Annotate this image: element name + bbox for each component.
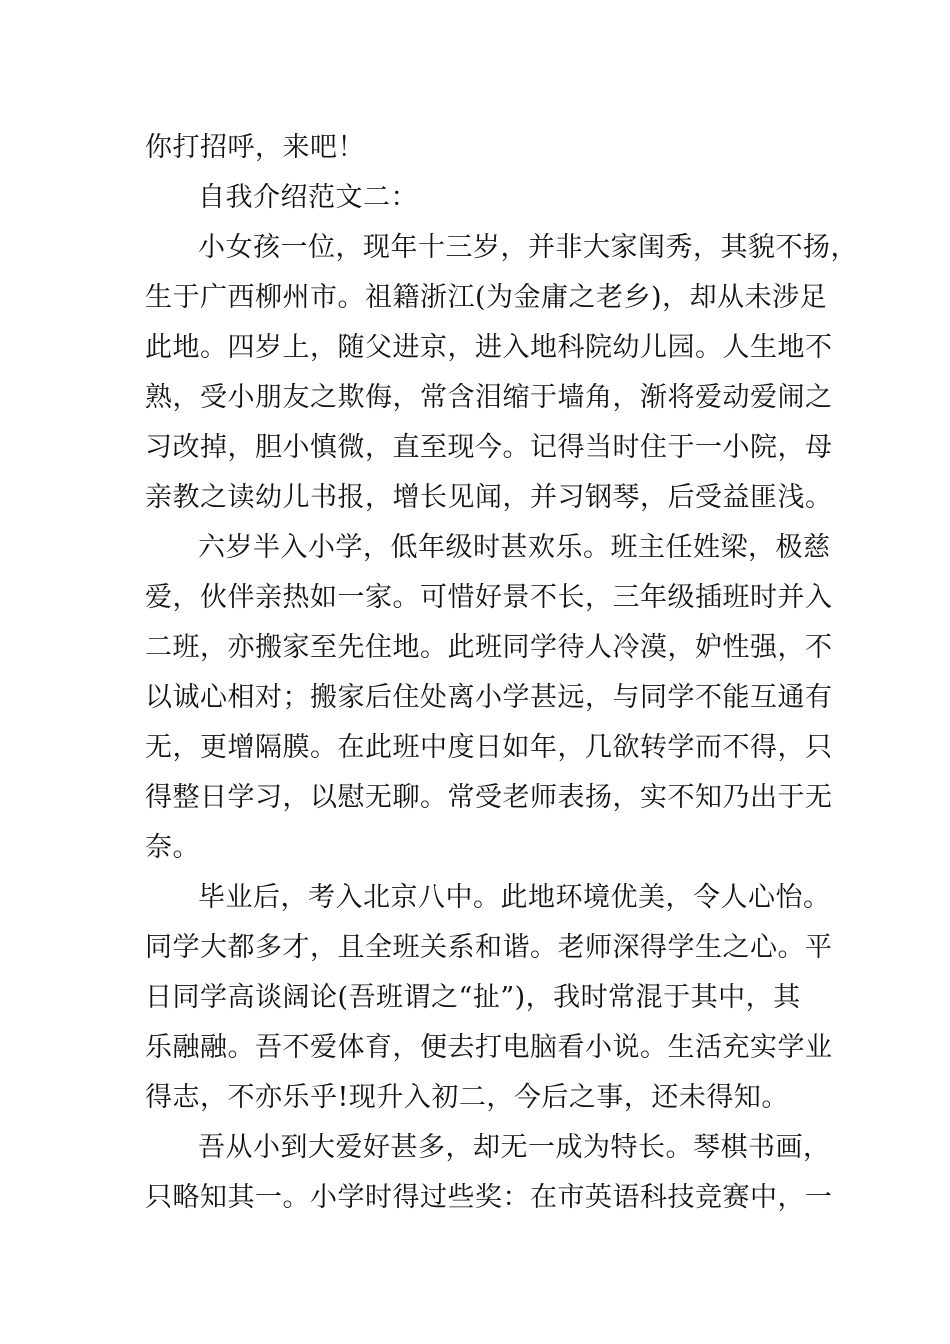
text-line: 得志，不亦乐乎!现升入初二，今后之事，还未得知。 — [145, 1082, 789, 1113]
text-line: 亲教之读幼儿书报，增长见闻，并习钢琴，后受益匪浅。 — [145, 482, 833, 513]
text-line: 二班，亦搬家至先住地。此班同学待人冷漠，妒性强，不 — [145, 632, 833, 663]
text-line: 日同学高谈阔论(吾班谓之“扯”)，我时常混于其中，其 — [145, 982, 801, 1013]
text-line: 你打招呼，来吧！ — [145, 132, 365, 163]
text-line: 吾从小到大爱好甚多，却无一成为特长。琴棋书画， — [198, 1132, 831, 1163]
text-line: 乐融融。吾不爱体育，便去打电脑看小说。生活充实学业 — [145, 1032, 833, 1063]
text-line: 爱，伙伴亲热如一家。可惜好景不长，三年级插班时并入 — [145, 582, 833, 613]
text-line: 熟，受小朋友之欺侮，常含泪缩于墙角，渐将爱动爱闹之 — [145, 382, 833, 413]
text-line: 小女孩一位，现年十三岁，并非大家闺秀，其貌不扬， — [198, 232, 858, 263]
text-line: 习改掉，胆小慎微，直至现今。记得当时住于一小院，母 — [145, 432, 833, 463]
section-heading: 自我介绍范文二： — [198, 182, 418, 213]
text-line: 奈。 — [145, 832, 200, 863]
text-line: 六岁半入小学，低年级时甚欢乐。班主任姓梁，极慈 — [198, 532, 831, 563]
text-line: 同学大都多才，且全班关系和谐。老师深得学生之心。平 — [145, 932, 833, 963]
text-line: 以诚心相对；搬家后住处离小学甚远，与同学不能互通有 — [145, 682, 833, 713]
text-line: 此地。四岁上，随父进京，进入地科院幼儿园。人生地不 — [145, 332, 833, 363]
text-line: 得整日学习，以慰无聊。常受老师表扬，实不知乃出于无 — [145, 782, 833, 813]
text-line: 无，更增隔膜。在此班中度日如年，几欲转学而不得，只 — [145, 732, 833, 763]
text-line: 毕业后，考入北京八中。此地环境优美，令人心怡。 — [198, 882, 831, 913]
text-line: 只略知其一。小学时得过些奖：在市英语科技竞赛中，一 — [145, 1182, 833, 1213]
text-line: 生于广西柳州市。祖籍浙江(为金庸之老乡)，却从未涉足 — [145, 282, 828, 313]
